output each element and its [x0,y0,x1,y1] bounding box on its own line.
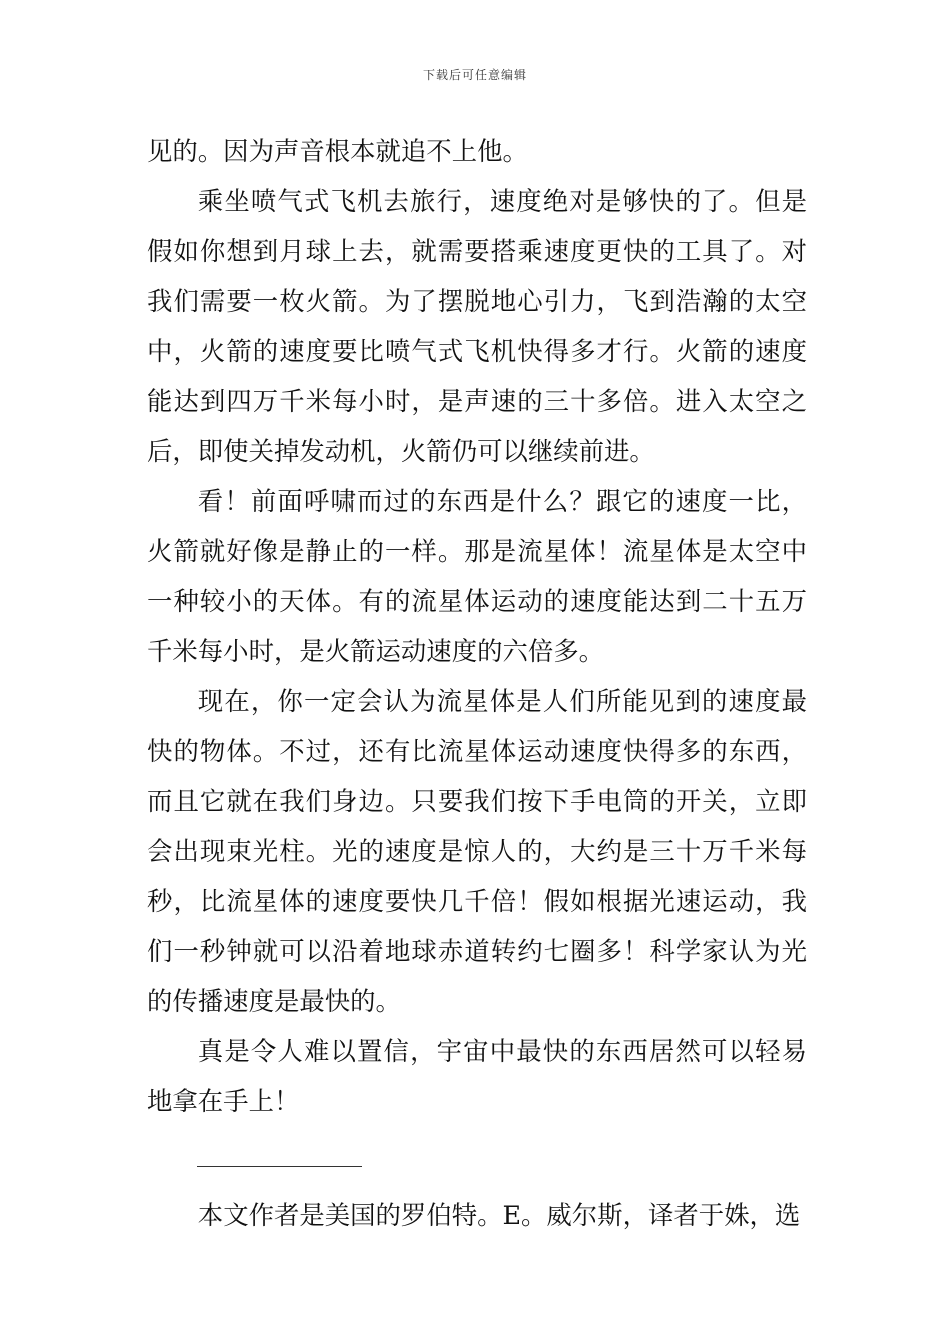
paragraph-meteoroid: 看！前面呼啸而过的东西是什么？跟它的速度一比，火箭就好像是静止的一样。那是流星体！流星体是太空中一种较小的天体。有的流星体运动的速度能达到二十五万千米每小时，是火箭运动速度的六倍多。 [147,486,807,666]
footnote-text: 本文作者是美国的罗伯特。E。威尔斯，译者于姝，选 [197,1200,801,1230]
paragraph-conclusion: 真是令人难以置信，宇宙中最快的东西居然可以轻易地拿在手上！ [147,1036,807,1116]
paragraph-light: 现在，你一定会认为流星体是人们所能见到的速度最快的物体。不过，还有比流星体运动速度快得多的东西，而且它就在我们身边。只要我们按下手电筒的开关，立即会出现束光柱。光的速度是惊人的，大约是三十万千米每秒，比流星体的速度要快几千倍！假如根据光速运动，我们一秒钟就可以沿着地球赤道转约七圈多！科学家认为光的传播速度是最快的。 [147,686,807,1016]
paragraph-continued: 见的。因为声音根本就追不上他。 [147,136,528,166]
footnote-divider [197,1166,362,1167]
paragraph-jet-rocket: 乘坐喷气式飞机去旅行，速度绝对是够快的了。但是假如你想到月球上去，就需要搭乘速度更快的工具了。对我们需要一枚火箭。为了摆脱地心引力，飞到浩瀚的太空中，火箭的速度要比喷气式飞机快得多才行。火箭的速度能达到四万千米每小时，是声速的三十多倍。进入太空之后，即使关掉发动机，火箭仍可以继续前进。 [147,186,807,466]
page-header: 下载后可任意编辑 [422,68,527,82]
document-body [147,126,807,1240]
